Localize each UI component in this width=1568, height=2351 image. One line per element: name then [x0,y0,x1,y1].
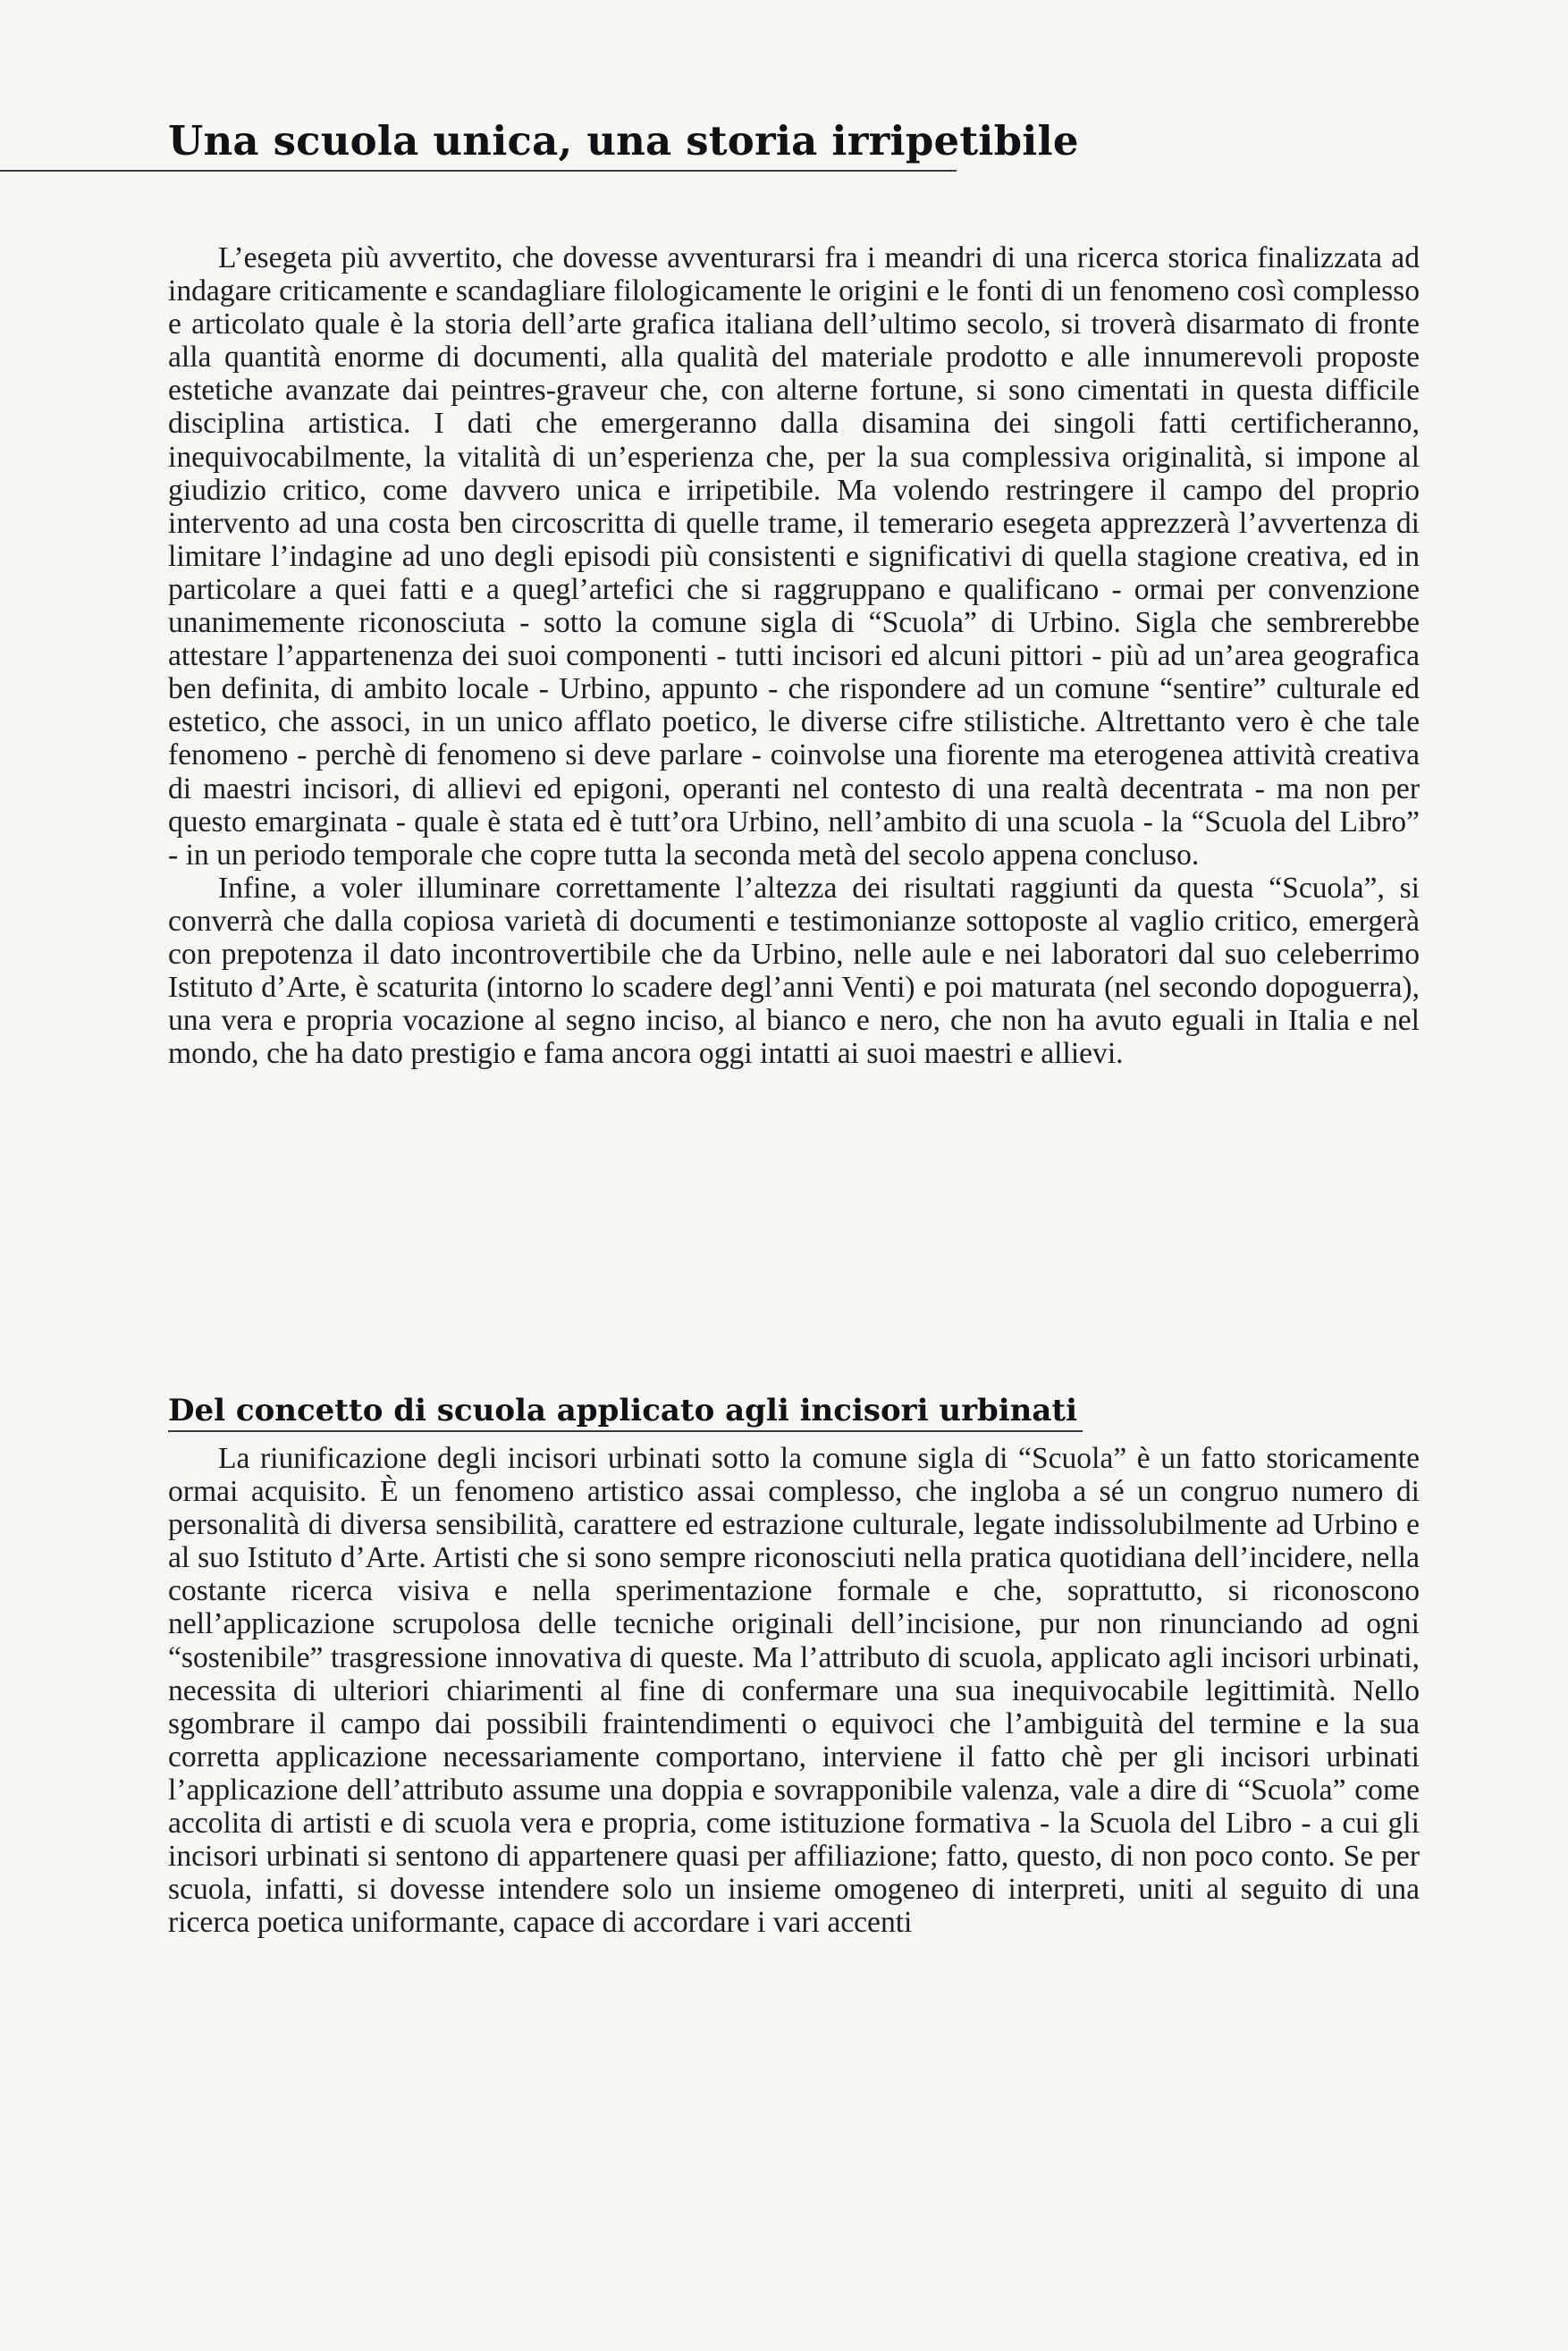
section-heading: Del concetto di scuola applicato agli incisori urbinati [168,1391,1083,1432]
intro-paragraph-1: L’esegeta più avvertito, che dovesse avventurarsi fra i meandri di una ricerca storica finalizzata ad indagare criticamente e scandagliare filologicamente le origini e le fonti di un fenomeno così complesso e articolato quale è la storia dell’arte grafica italiana dell’ultimo secolo, si troverà disarmato di fronte alla quantità enorme di documenti, alla qualità del materiale prodotto e alle innumerevoli proposte estetiche avanzate dai peintres-graveur che, con alterne fortune, si sono cimentati in questa difficile disciplina artistica. I dati che emergeranno dalla disamina dei singoli fatti certificheranno, inequivocabilmente, la vitalità di un’esperienza che, per la sua complessiva originalità, si impone al giudizio critico, come davvero unica e irripetibile. Ma volendo restringere il campo del proprio intervento ad una costa ben circoscritta di quelle trame, il temerario esegeta apprezzerà l’avvertenza di limitare l’indagine ad uno degli episodi più consistenti e significativi di quella stagione creativa, ed in particolare a quei fatti e a quegl’artefici che si raggruppano e qualificano - ormai per convenzione unanimemente riconosciuta - sotto la comune sigla di “Scuola” di Urbino. Sigla che sembrerebbe attestare l’appartenenza dei suoi componenti - tutti incisori ed alcuni pittori - più ad un’area geografica ben definita, di ambito locale - Urbino, appunto - che rispondere ad un comune “sentire” culturale ed estetico, che associ, in un unico afflato poetico, le diverse cifre stilistiche. Altrettanto vero è che tale fenomeno - perchè di fenomeno si deve parlare - coinvolse una fiorente ma eterogenea attività creativa di maestri incisori, di allievi ed epigoni, operanti nel contesto di una realtà decentrata - ma non per questo emarginata - quale è stata ed è tutt’ora Urbino, nell’ambito di una scuola - la “Scuola del Libro” - in un periodo temporale che copre tutta la seconda metà del secolo appena concluso. [168,241,1420,872]
section-body [168,1442,1420,1939]
section-paragraph-1: La riunificazione degli incisori urbinati sotto la comune sigla di “Scuola” è un fatto storicamente ormai acquisito. È un fenomeno artistico assai complesso, che ingloba a sé un congruo numero di personalità di diversa sensibilità, carattere ed estrazione culturale, legate indissolubilmente ad Urbino e al suo Istituto d’Arte. Artisti che si sono sempre riconosciuti nella pratica quotidiana dell’incidere, nella costante ricerca visiva e nella sperimentazione formale e che, soprattutto, si riconoscono nell’applicazione scrupolosa delle tecniche originali dell’incisione, pur non rinunciando ad ogni “sostenibile” trasgressione innovativa di queste. Ma l’attributo di scuola, applicato agli incisori urbinati, necessita di ulteriori chiarimenti al fine di confermare una sua inequivocabile legittimità. Nello sgombrare il campo dai possibili fraintendimenti o equivoci che l’ambiguità del termine e la sua corretta applicazione necessariamente comportano, interviene il fatto chè per gli incisori urbinati l’applicazione dell’attributo assume una doppia e sovrapponibile valenza, vale a dire di “Scuola” come accolita di artisti e di scuola vera e propria, come istituzione formativa - la Scuola del Libro - a cui gli incisori urbinati si sentono di appartenere quasi per affiliazione; fatto, questo, di non poco conto. Se per scuola, infatti, si dovesse intendere solo un insieme omogeneo di interpreti, uniti al seguito di una ricerca poetica uniformante, capace di accordare i vari accenti [168,1442,1420,1940]
page-title: Una scuola unica, una storia irripetibile [168,117,1079,164]
intro-body [168,241,1420,1070]
intro-paragraph-2: Infine, a voler illuminare correttamente l’altezza dei risultati raggiunti da questa “Scuola”, si converrà che dalla copiosa varietà di documenti e testimonianze sottoposte al vaglio critico, emergerà con prepotenza il dato incontrovertibile che da Urbino, nelle aule e nei laboratori dal suo celeberrimo Istituto d’Arte, è scaturita (intorno lo scadere degl’anni Venti) e poi maturata (nel secondo dopoguerra), una vera e propria vocazione al segno inciso, al bianco e nero, che non ha avuto eguali in Italia e nel mondo, che ha dato prestigio e fama ancora oggi intatti ai suoi maestri e allievi. [168,871,1420,1071]
title-underline-rule [0,170,957,172]
